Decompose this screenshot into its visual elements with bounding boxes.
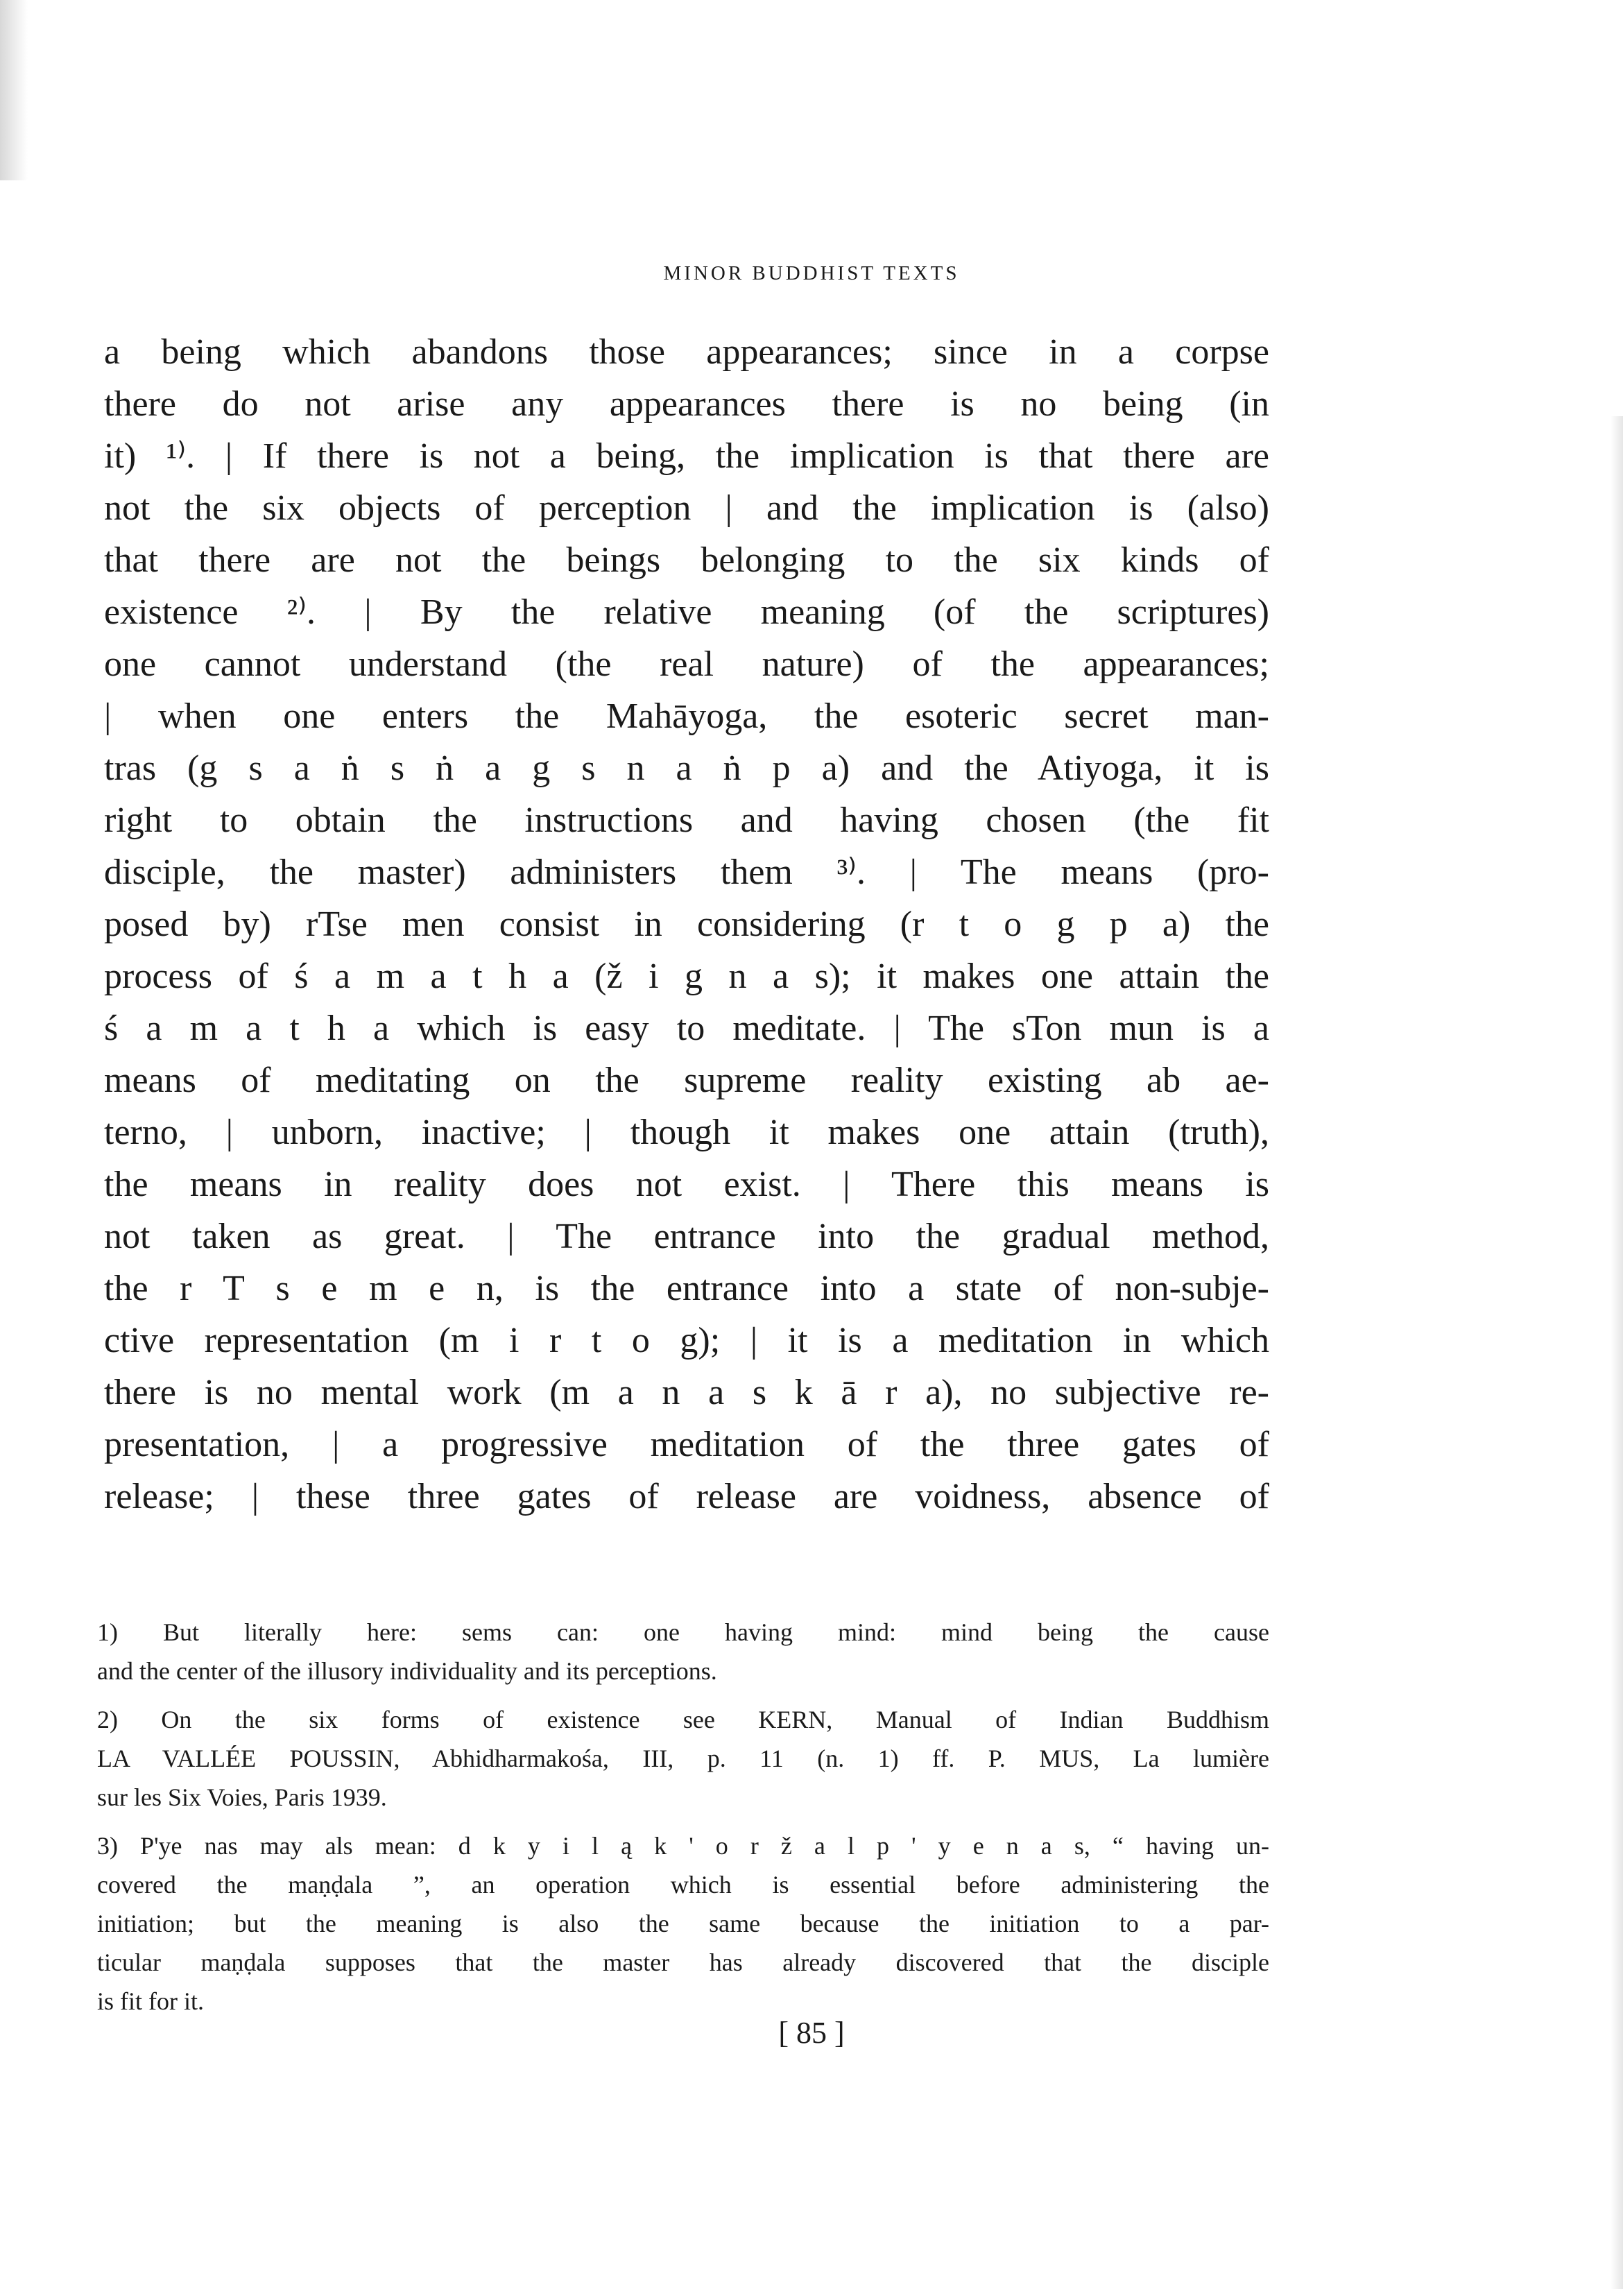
footnote-line: sur les Six Voies, Paris 1939. (97, 1783, 387, 1811)
footnote-line: is fit for it. (97, 1987, 204, 2015)
text-line: the r T s e m e n, is the entrance into a state of non-subje- (104, 1269, 1269, 1308)
footnote-line: 1) But literally here: sems can: one having mind: mind being the cause (97, 1618, 1269, 1646)
text-line: there is no mental work (m a n a s k ā r a), no subjective re- (104, 1373, 1269, 1412)
scan-shadow-right (1611, 416, 1623, 2289)
footnotes-block (97, 1613, 1269, 2021)
footnote-line: initiation; but the meaning is also the same because the initiation to a par- (97, 1910, 1269, 1937)
footnote-1 (97, 1613, 1269, 1690)
main-text-block (104, 326, 1269, 1523)
text-line: process of ś a m a t h a (ž i g n a s); it makes one attain the (104, 957, 1269, 996)
text-line: tras (g s a ṅ s ṅ a g s n a ṅ p a) and the Atiyoga, it is (104, 748, 1269, 788)
text-line: existence ²⁾. | By the relative meaning (of the scriptures) (104, 592, 1269, 632)
running-header: MINOR BUDDHIST TEXTS (663, 262, 960, 284)
text-line: ś a m a t h a which is easy to meditate. | The sTon mun is a (104, 1009, 1269, 1048)
text-line: means of meditating on the supreme reality existing ab ae- (104, 1061, 1269, 1100)
footnote-2 (97, 1700, 1269, 1817)
footnote-3 (97, 1826, 1269, 2021)
text-line: not the six objects of perception | and the implication is (also) (104, 488, 1269, 528)
text-line: a being which abandons those appearances; since in a corpse (104, 332, 1269, 372)
footnote-line: covered the maṇḍala ”, an operation which is essential before administering the (97, 1871, 1269, 1899)
text-line: disciple, the master) administers them ³⁾. | The means (pro- (104, 853, 1269, 892)
text-line: the means in reality does not exist. | There this means is (104, 1165, 1269, 1204)
text-line: one cannot understand (the real nature) of the appearances; (104, 644, 1269, 684)
footnote-line: 3) P'ye nas may als mean: d k y i l ą k ' o r ž a l p ' y e n a s, “ having un- (97, 1832, 1269, 1860)
footnote-line: and the center of the illusory individuality and its perceptions. (97, 1657, 717, 1685)
page-number: [ 85 ] (778, 2016, 845, 2050)
scan-shadow-top-left (0, 0, 28, 180)
text-line: right to obtain the instructions and having chosen (the fit (104, 800, 1269, 840)
text-line: release; | these three gates of release are voidness, absence of (104, 1477, 1269, 1516)
text-line: presentation, | a progressive meditation of the three gates of (104, 1425, 1269, 1464)
text-line: there do not arise any appearances there is no being (in (104, 384, 1269, 424)
footnote-line: 2) On the six forms of existence see KERN, Manual of Indian Buddhism (97, 1706, 1269, 1733)
text-line: ctive representation (m i r t o g); | it is a meditation in which (104, 1321, 1269, 1360)
text-line: it) ¹⁾. | If there is not a being, the implication is that there are (104, 436, 1269, 476)
footnote-line: LA VALLÉE POUSSIN, Abhidharmakośa, III, p. 11 (n. 1) ff. P. MUS, La lumière (97, 1745, 1269, 1772)
text-line: posed by) rTse men consist in considering (r t o g p a) the (104, 905, 1269, 944)
footnote-line: ticular maṇḍala supposes that the master has already discovered that the disciple (97, 1948, 1269, 1976)
text-line: | when one enters the Mahāyoga, the esoteric secret man- (104, 696, 1269, 736)
text-line: not taken as great. | The entrance into the gradual method, (104, 1217, 1269, 1256)
text-line: that there are not the beings belonging to the six kinds of (104, 540, 1269, 580)
text-line: terno, | unborn, inactive; | though it makes one attain (truth), (104, 1113, 1269, 1152)
